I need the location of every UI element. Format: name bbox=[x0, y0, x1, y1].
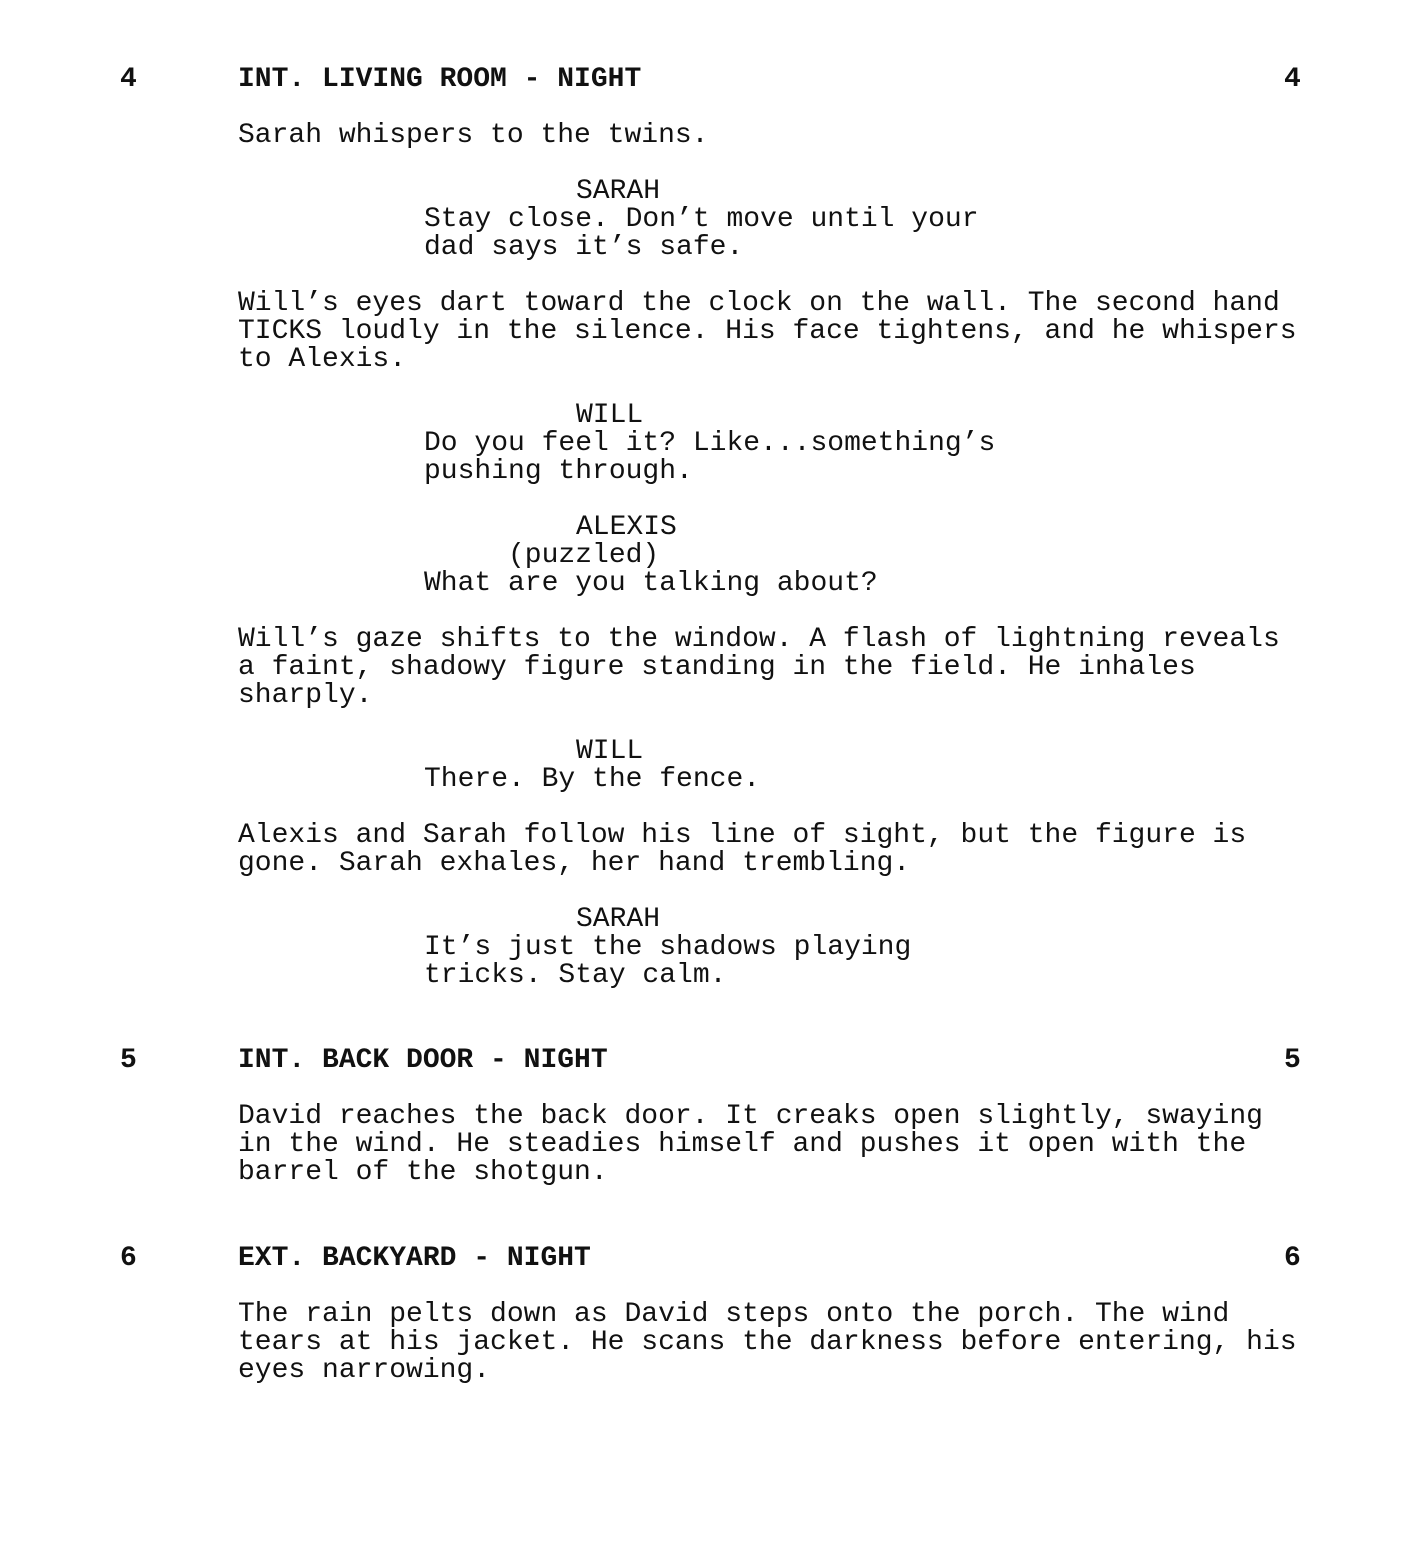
action-line: Will’s eyes dart toward the clock on the wall. The second hand bbox=[238, 288, 1280, 319]
dialogue-line: Stay close. Don’t move until your bbox=[424, 204, 979, 235]
dialogue-line: There. By the fence. bbox=[424, 764, 761, 795]
action-line: TICKS loudly in the silence. His face tightens, and he whispers bbox=[238, 316, 1297, 347]
action-line: gone. Sarah exhales, her hand trembling. bbox=[238, 848, 911, 879]
action-line: eyes narrowing. bbox=[238, 1355, 491, 1386]
action-line: Alexis and Sarah follow his line of sight, but the figure is bbox=[238, 820, 1247, 851]
character-name: SARAH bbox=[576, 176, 661, 207]
scene-heading: EXT. BACKYARD - NIGHT bbox=[238, 1243, 591, 1274]
scene-heading: INT. LIVING ROOM - NIGHT bbox=[238, 64, 642, 95]
character-name: ALEXIS bbox=[576, 512, 677, 543]
action-line: barrel of the shotgun. bbox=[238, 1157, 608, 1188]
action-line: David reaches the back door. It creaks open slightly, swaying bbox=[238, 1101, 1263, 1132]
scene-number-left: 5 bbox=[120, 1045, 137, 1076]
character-name: WILL bbox=[576, 736, 644, 767]
action-line: Sarah whispers to the twins. bbox=[238, 120, 709, 151]
scene-number-left: 4 bbox=[120, 64, 137, 95]
dialogue-line: dad says it’s safe. bbox=[424, 232, 744, 263]
dialogue-line: It’s just the shadows playing bbox=[424, 932, 912, 963]
action-line: tears at his jacket. He scans the darkness before entering, his bbox=[238, 1327, 1297, 1358]
character-name: WILL bbox=[576, 400, 644, 431]
dialogue-line: tricks. Stay calm. bbox=[424, 960, 727, 991]
dialogue-line: pushing through. bbox=[424, 456, 693, 487]
dialogue-line: Do you feel it? Like...something’s bbox=[424, 428, 996, 459]
action-line: to Alexis. bbox=[238, 344, 407, 375]
dialogue-line: What are you talking about? bbox=[424, 568, 878, 599]
scene-number-right: 4 bbox=[1284, 64, 1301, 95]
action-line: The rain pelts down as David steps onto the porch. The wind bbox=[238, 1299, 1230, 1330]
action-line: a faint, shadowy figure standing in the field. He inhales bbox=[238, 652, 1196, 683]
action-line: Will’s gaze shifts to the window. A flash of lightning reveals bbox=[238, 624, 1280, 655]
scene-heading: INT. BACK DOOR - NIGHT bbox=[238, 1045, 608, 1076]
character-name: SARAH bbox=[576, 904, 661, 935]
action-line: in the wind. He steadies himself and pushes it open with the bbox=[238, 1129, 1247, 1160]
scene-number-right: 5 bbox=[1284, 1045, 1301, 1076]
action-line: sharply. bbox=[238, 680, 373, 711]
parenthetical: (puzzled) bbox=[508, 540, 660, 571]
scene-number-right: 6 bbox=[1284, 1243, 1301, 1274]
scene-number-left: 6 bbox=[120, 1243, 137, 1274]
